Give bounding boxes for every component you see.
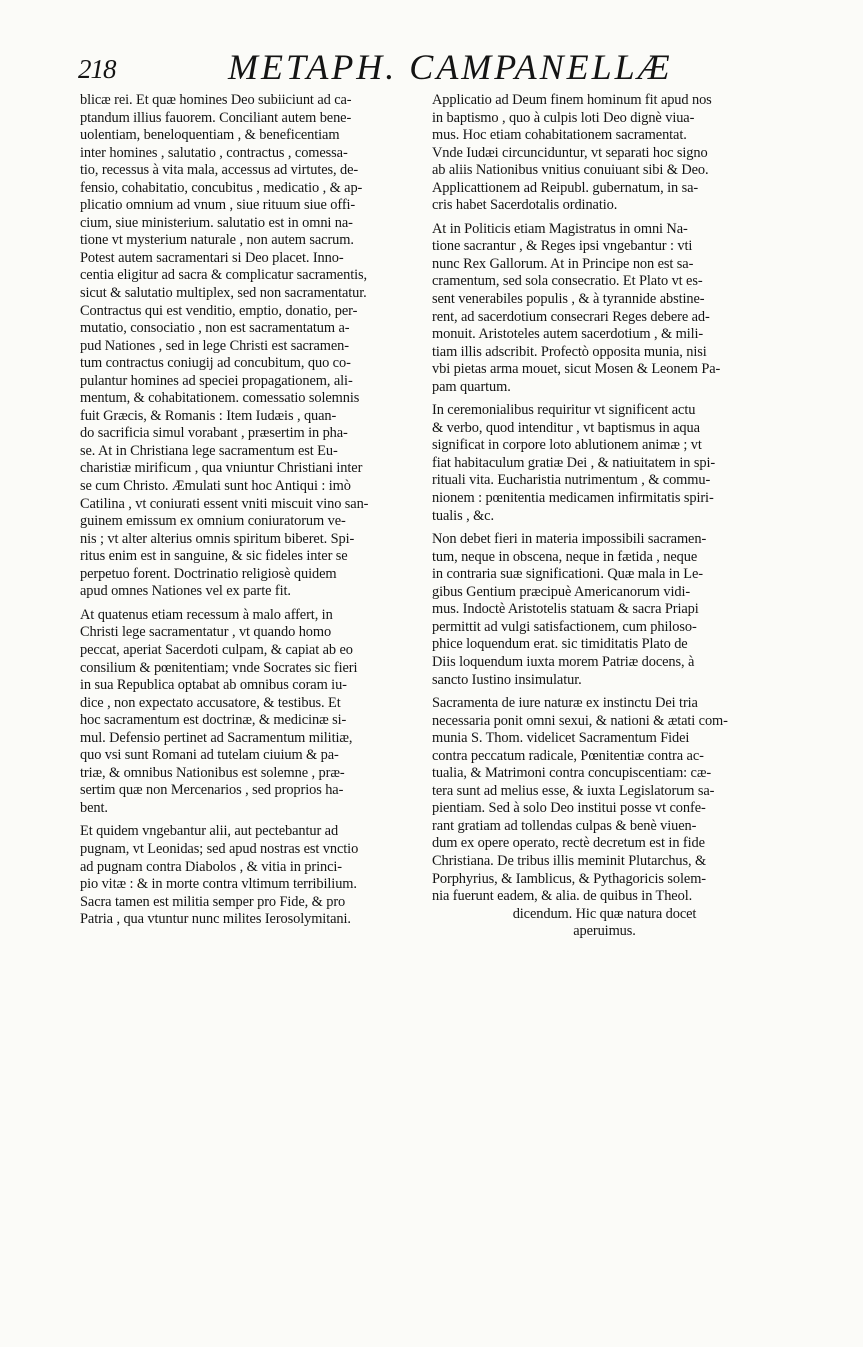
paragraph xyxy=(432,221,777,396)
text-line: Christiana. De tribus illis meminit Plutarchus, & xyxy=(432,852,707,869)
text-line: uolentiam, beneloquentiam , & beneficentiam xyxy=(80,127,340,144)
text-line: pientiam. Sed à solo Deo institui posse vt confe- xyxy=(432,800,706,817)
text-line: ptandum illius fauorem. Conciliant autem bene- xyxy=(80,109,352,126)
text-line: do sacrificia simul vorabant , præsertim in pha- xyxy=(80,425,348,442)
text-line: necessaria ponit omni sexui, & nationi & ætati com- xyxy=(432,712,728,729)
paragraph xyxy=(80,823,420,928)
text-line: charistiæ mirificum , qua vniuntur Christiani inter xyxy=(80,460,363,477)
text-line: cramentum, sed sola consecratio. Et Plato vt es- xyxy=(432,273,703,290)
paragraph xyxy=(432,92,777,215)
text-line: fiat habitaculum gratiæ Dei , & natiuitatem in spi- xyxy=(432,454,716,471)
text-line: cium, siue ministerium. salutatio est in omni na- xyxy=(80,214,353,231)
text-line: in contraria suæ significationi. Quæ mala in Le- xyxy=(432,566,703,583)
text-line: Applicattionem ad Reipubl. gubernatum, in sa- xyxy=(432,179,699,196)
text-line: contra peccatum radicale, Pœnitentiæ contra ac- xyxy=(432,747,704,764)
closing-line: dicendum. Hic quæ natura docet xyxy=(512,905,697,922)
text-line: tum, neque in obscena, neque in fætida , neque xyxy=(432,548,698,565)
text-line: dum ex opere operato, rectè decretum est in fide xyxy=(432,835,705,852)
text-line: rent, ad sacerdotium consecrari Reges debere ad- xyxy=(432,308,710,325)
text-line: nionem : pœnitentia medicamen infirmitatis spiri- xyxy=(432,490,714,507)
running-title: METAPH. CAMPANELLÆ xyxy=(228,47,673,87)
text-line: guinem emissum ex omnium coniuratorum ve- xyxy=(80,513,346,530)
text-line: Catilina , vt coniurati essent vniti miscuit vino san- xyxy=(80,495,369,512)
text-line: dice , non expectato accusatore, & testibus. Et xyxy=(80,694,341,711)
text-line: At quatenus etiam recessum à malo affert, in xyxy=(80,606,333,623)
closing-line: aperuimus. xyxy=(573,923,636,940)
text-line: peccat, aperiat Sacerdoti culpam, & capiat ab eo xyxy=(80,641,353,658)
text-line: rant gratiam ad tollendas culpas & benè viuen- xyxy=(432,817,697,834)
text-line: Potest autem sacramentari si Deo placet. Inno- xyxy=(80,249,344,266)
text-line: Sacra tamen est militia semper pro Fide, & pro xyxy=(80,893,346,910)
text-line: ad pugnam contra Diabolos , & vitia in princi- xyxy=(80,858,342,875)
text-line: phice loquendum erat. sic timiditatis Plato de xyxy=(432,636,688,653)
text-line: blicæ rei. Et quæ homines Deo subiiciunt ad ca- xyxy=(80,92,352,108)
text-line: inter homines , salutatio , contractus , comessa- xyxy=(80,144,348,161)
text-line: nunc Rex Gallorum. At in Principe non est sa- xyxy=(432,255,694,272)
text-line: pugnam, vt Leonidas; sed apud nostras est vnctio xyxy=(80,840,359,857)
right-text-column xyxy=(432,92,777,947)
text-line: Sacramenta de iure naturæ ex instinctu Dei tria xyxy=(432,695,698,712)
text-line: sicut & salutatio multiplex, sed non sacramentatur. xyxy=(80,285,367,302)
text-line: rituali vita. Eucharistia nutrimentum , & commu- xyxy=(432,472,711,489)
text-line: Porphyrius, & Iamblicus, & Pythagoricis solem- xyxy=(432,870,706,887)
text-line: & verbo, quod intenditur , vt baptismus in aqua xyxy=(432,419,700,436)
text-line: Et quidem vngebantur alii, aut pectebantur ad xyxy=(80,823,339,840)
text-line: nia fuerunt eadem, & alia. de quibus in Theol. xyxy=(432,888,693,905)
text-line: Non debet fieri in materia impossibili sacramen- xyxy=(432,531,707,548)
text-line: tione vt mysterium naturale , non autem sacrum. xyxy=(80,232,354,249)
text-line: cris habet Sacerdotalis ordinatio. xyxy=(432,197,618,214)
text-line: sertim quæ non Mercenarios , sed proprios ha- xyxy=(80,782,344,799)
text-line: At in Politicis etiam Magistratus in omni Na- xyxy=(432,220,688,237)
paragraph xyxy=(432,402,777,525)
paragraph xyxy=(80,607,420,818)
text-line: Vnde Iudæi circunciduntur, vt separati hoc signo xyxy=(432,144,708,161)
running-header xyxy=(78,46,778,96)
text-line: Patria , qua vtuntur nunc milites Ierosolymitani. xyxy=(80,911,351,928)
text-line: Applicatio ad Deum finem hominum fit apud nos xyxy=(432,92,712,108)
text-line: mutatio, consociatio , non est sacramentatum a- xyxy=(80,320,350,337)
text-line: hoc sacramentum est doctrinæ, & medicinæ si- xyxy=(80,712,347,729)
text-line: tualia, & Matrimoni contra concupiscentiam: cæ- xyxy=(432,765,712,782)
text-line: sent venerabiles populis , & à tyrannide abstine- xyxy=(432,291,705,308)
text-line: Diis loquendum iuxta morem Patriæ docens, à xyxy=(432,653,695,670)
text-line: ritus enim est in sanguine, & sic fideles inter se xyxy=(80,548,348,565)
text-line: In ceremonialibus requiritur vt significent actu xyxy=(432,402,696,419)
left-text-column xyxy=(80,92,420,935)
text-line: mentum, & cohabitationem. comessatio solemnis xyxy=(80,390,360,407)
paragraph xyxy=(80,92,420,601)
text-line: gibus Gentium præcipuè Americanorum vidi- xyxy=(432,583,691,600)
text-line: pam quartum. xyxy=(432,378,511,395)
text-line: fuit Græcis, & Romanis : Item Iudæis , quan- xyxy=(80,407,337,424)
closing-lines xyxy=(432,906,777,941)
text-line: se. At in Christiana lege sacramentum est Eu- xyxy=(80,442,338,459)
text-line: nis ; vt alter alterius omnis spiritum biberet. Spi- xyxy=(80,530,355,547)
text-line: se cum Christo. Æmulati sunt hoc Antiqui : imò xyxy=(80,478,351,495)
text-line: pio vitæ : & in morte contra vltimum terribilium. xyxy=(80,876,357,893)
text-line: bent. xyxy=(80,799,108,816)
text-line: Contractus qui est venditio, emptio, donatio, per- xyxy=(80,302,358,319)
text-line: significat in corpore loto ablutionem animæ ; vt xyxy=(432,437,702,454)
text-line: centia eligitur ad sacra & complicatur sacramentis, xyxy=(80,267,367,284)
text-line: permittit ad vulgi satisfactionem, cum philoso- xyxy=(432,618,697,635)
text-line: munia S. Thom. videlicet Sacramentum Fidei xyxy=(432,730,690,747)
text-line: perpetuo forent. Doctrinatio religiosè quidem xyxy=(80,565,337,582)
text-line: in sua Republica optabat ab omnibus coram iu- xyxy=(80,677,347,694)
text-line: tio, recessus à vita mala, accessus ad virtutes, de- xyxy=(80,162,359,179)
text-line: apud omnes Nationes vel ex parte fit. xyxy=(80,583,291,600)
text-line: pulantur homines ad speciei propagationem, ali- xyxy=(80,372,353,389)
text-line: mus. Hoc etiam cohabitationem sacramentat. xyxy=(432,127,687,144)
paragraph xyxy=(432,695,777,906)
page-number: 218 xyxy=(78,54,116,84)
text-line: tum contractus coniugij ad concubitum, quo co- xyxy=(80,355,351,372)
text-line: mul. Defensio pertinet ad Sacramentum militiæ, xyxy=(80,729,353,746)
text-line: vbi pietas arma mouet, sicut Mosen & Leonem Pa- xyxy=(432,361,721,378)
text-line: tiam illis adscribit. Profectò opposita munia, nisi xyxy=(432,343,707,360)
text-line: ab aliis Nationibus vnitius conuiuant sibi & Deo. xyxy=(432,162,709,179)
text-line: quo vsi sunt Romani ad tutelam ciuium & pa- xyxy=(80,747,339,764)
text-line: pud Nationes , sed in lege Christi est sacramen- xyxy=(80,337,349,354)
text-line: in baptismo , quo à culpis loti Deo dignè viua- xyxy=(432,109,695,126)
text-line: triæ, & omnibus Nationibus est solemne , præ- xyxy=(80,764,345,781)
text-line: plicatio omnium ad vnum , siue rituum siue offi- xyxy=(80,197,356,214)
paragraph xyxy=(432,531,777,689)
text-line: monuit. Aristoteles autem sacerdotium , & mili- xyxy=(432,326,704,343)
text-line: fensio, cohabitatio, concubitus , medicatio , & ap- xyxy=(80,179,363,196)
text-line: tera sunt ad melius esse, & iuxta Legislatorum sa- xyxy=(432,782,715,799)
text-line: Christi lege sacramentatur , vt quando homo xyxy=(80,624,332,641)
text-line: mus. Indoctè Aristotelis statuam & sacra Priapi xyxy=(432,601,699,618)
text-line: tione sacrantur , & Reges ipsi vngebantur : vti xyxy=(432,238,693,255)
text-line: consilium & pœnitentiam; vnde Socrates sic fieri xyxy=(80,659,358,676)
text-line: sancto Iustino insimulatur. xyxy=(432,671,582,688)
text-line: tualis , &c. xyxy=(432,507,494,524)
